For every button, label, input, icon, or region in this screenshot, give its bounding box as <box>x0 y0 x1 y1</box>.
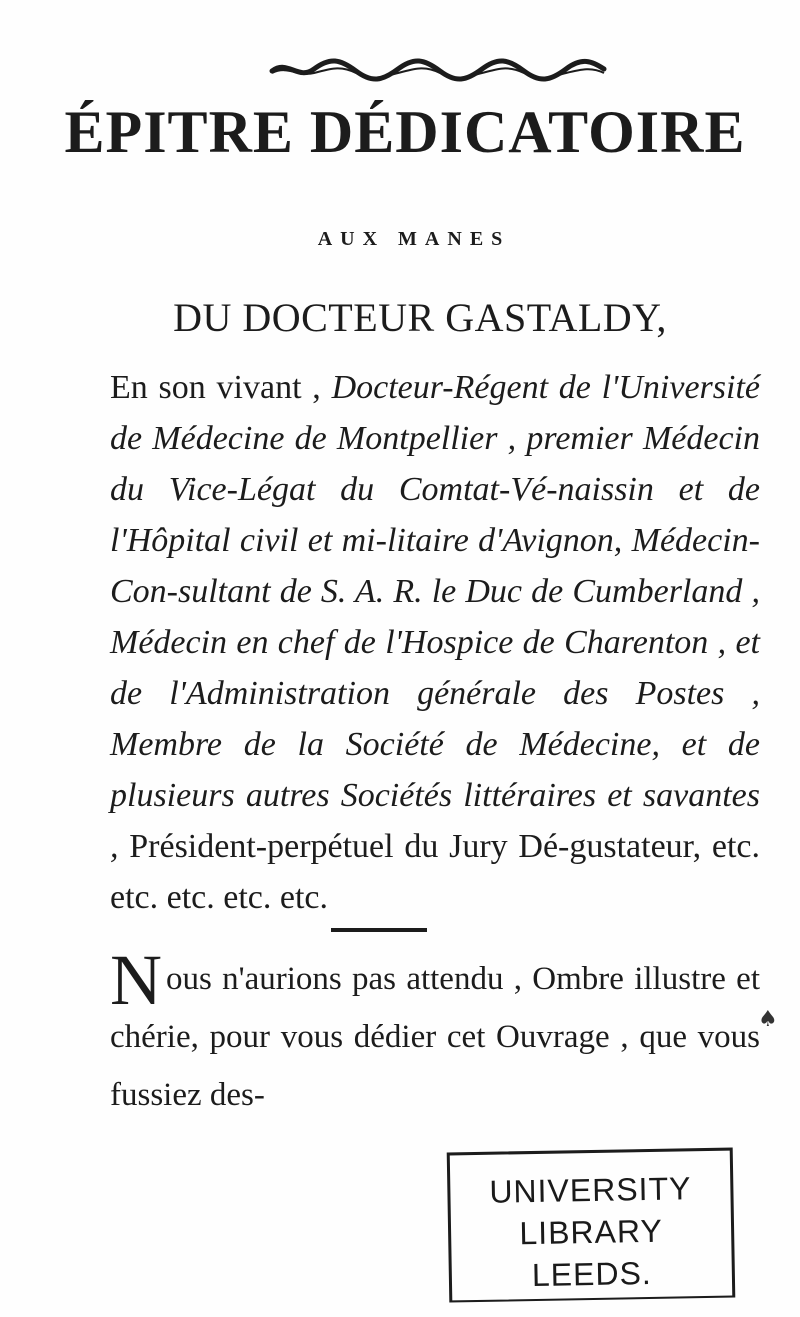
drop-cap: N <box>110 940 162 1020</box>
titles-paragraph <box>110 362 760 923</box>
dedicatee-heading: DU DOCTEUR GASTALDY, <box>173 295 667 340</box>
titles-italic: Docteur-Régent de l'Université de Médecine de Montpellier , premier Médecin du Vice-Légat du Comtat-Vé-naissin et de l'Hôpital civil et mi-litaire d'Avignon, Médecin-Con-sultant de S. A. R. le Duc de Cumberland , Médecin en chef de l'Hospice de Charenton , et de l'Administration générale des Postes , Membre de la Société de Médecine, et de plusieurs autres Sociétés littéraires et savantes , <box>110 369 761 865</box>
section-divider <box>331 928 427 932</box>
ornament-band <box>268 55 608 85</box>
stamp-line-2: LIBRARY <box>519 1212 664 1252</box>
stamp-line-3: LEEDS. <box>531 1254 653 1294</box>
dedication-text: ous n'aurions pas attendu , Ombre illustre et chérie, pour vous dédier cet Ouvrage , que vous fussiez des- <box>110 961 760 1113</box>
stamp-line-1: UNIVERSITY <box>489 1170 692 1210</box>
page-title: ÉPITRE DÉDICATOIRE <box>64 99 746 165</box>
dedication-body <box>110 940 760 1124</box>
titles-closing: Président-perpétuel du Jury Dé-gustateur, etc. etc. etc. etc. etc. <box>110 828 760 916</box>
subtitle: AUX MANES <box>317 228 511 250</box>
library-stamp <box>447 1148 736 1303</box>
titles-intro: En son vivant , <box>110 369 332 406</box>
margin-mark-icon: ♠ <box>758 1007 778 1032</box>
